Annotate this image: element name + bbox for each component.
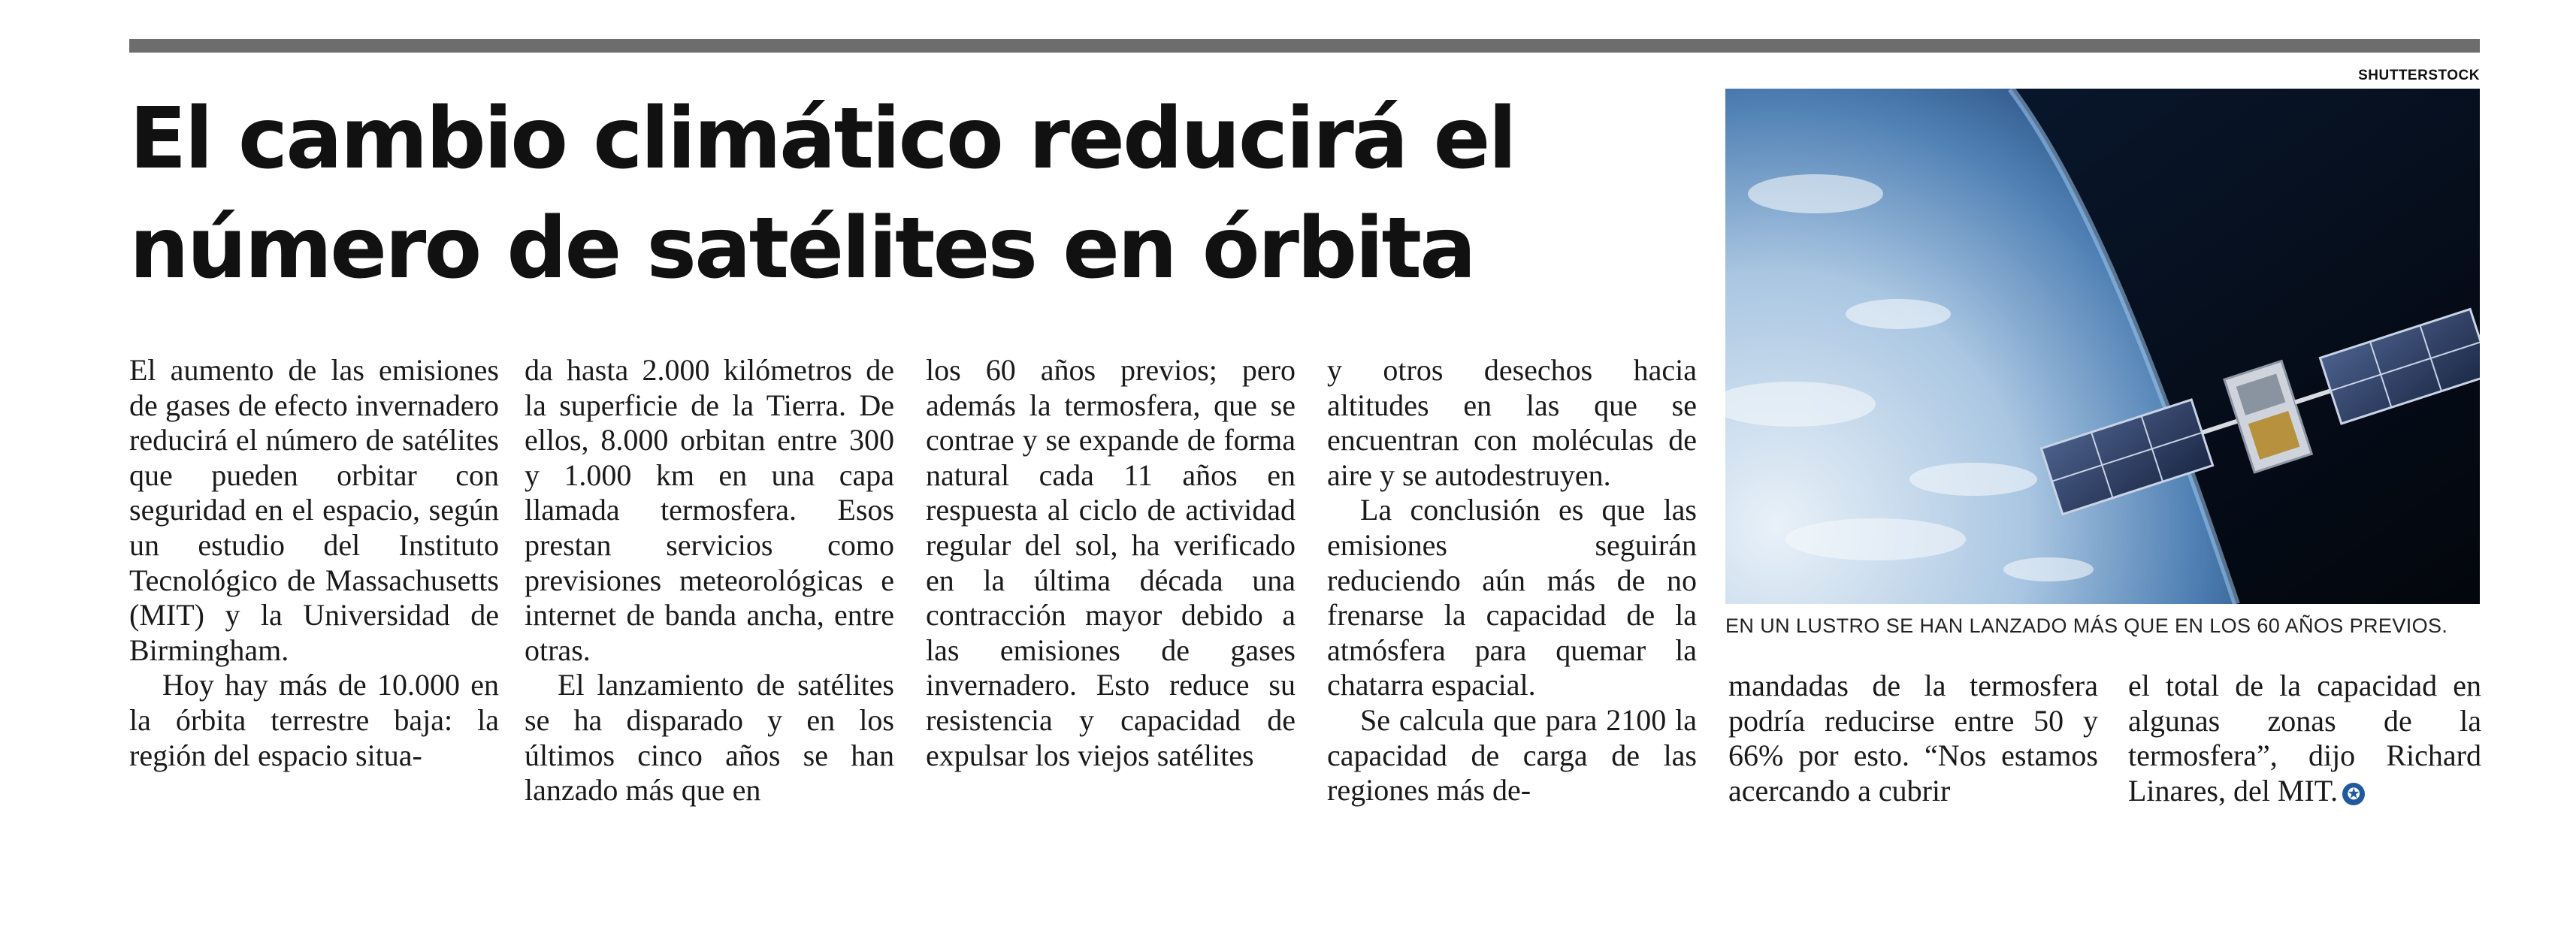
paragraph: La conclusión es que las emisiones seguirán reduciendo aún más de no frenarse la capacidad de la atmósfera para quemar la chatarra espacial.: [1327, 493, 1697, 702]
paragraph: mandadas de la termosfera podría reducirse entre 50 y 66% por esto. “Nos estamos acercando a cubrir: [1728, 669, 2098, 808]
paragraph-text: el total de la capacidad en algunas zonas de la termosfera”, dijo Richard Linares, del MIT.: [2128, 669, 2481, 808]
article-column-5: [1728, 669, 2098, 808]
paragraph: da hasta 2.000 kilómetros de la superficie de la Tierra. De ellos, 8.000 orbitan entre 300 y 1.000 km en una capa llamada termosfera. Esos prestan servicios como previsiones meteorológicas e internet de banda ancha, entre otras.: [525, 353, 894, 667]
headline: [129, 84, 1632, 303]
paragraph: los 60 años previos; pero además la termosfera, que se contrae y se expande de forma natural cada 11 años en respuesta al ciclo de actividad regular del sol, ha verificado en la última década una contracción mayor debido a las emisiones de gases invernadero. Esto reduce su resistencia y capacidad de expulsar los viejos satélites: [926, 353, 1296, 772]
article-column-6: [2128, 669, 2481, 808]
headline-line-2: número de satélites en órbita: [129, 200, 1474, 297]
photo-credit: SHUTTERSTOCK: [2358, 68, 2480, 83]
photo-caption: EN UN LUSTRO SE HAN LANZADO MÁS QUE EN LOS 60 AÑOS PREVIOS.: [1725, 614, 2448, 637]
headline-line-1: El cambio climático reducirá el: [129, 90, 1515, 188]
paragraph: y otros desechos hacia altitudes en las que se encuentran con moléculas de aire y se autodestruyen.: [1327, 353, 1697, 492]
satellite-photo: [1725, 89, 2480, 604]
paragraph: Se calcula que para 2100 la capacidad de carga de las regiones más de-: [1327, 702, 1697, 808]
top-rule: [129, 39, 2480, 53]
paragraph: El aumento de las emisiones de gases de efecto invernadero reducirá el número de satélites que pueden orbitar con seguridad en el espacio, según un estudio del Instituto Tecnológico de Massachusetts (MIT) y la Universidad de Birmingham.: [129, 353, 499, 667]
article-column-3: [926, 353, 1296, 773]
paragraph: Hoy hay más de 10.000 en la órbita terrestre baja: la región del espacio situa-: [129, 668, 499, 772]
paragraph: El lanzamiento de satélites se ha disparado y en los últimos cinco años se han lanzado más que en: [525, 668, 894, 808]
article-column-4: [1327, 353, 1697, 808]
end-of-article-icon: ✪: [2342, 783, 2365, 805]
article-column-2: [525, 353, 894, 808]
article-column-1: [129, 353, 499, 773]
paragraph: [2128, 669, 2481, 808]
